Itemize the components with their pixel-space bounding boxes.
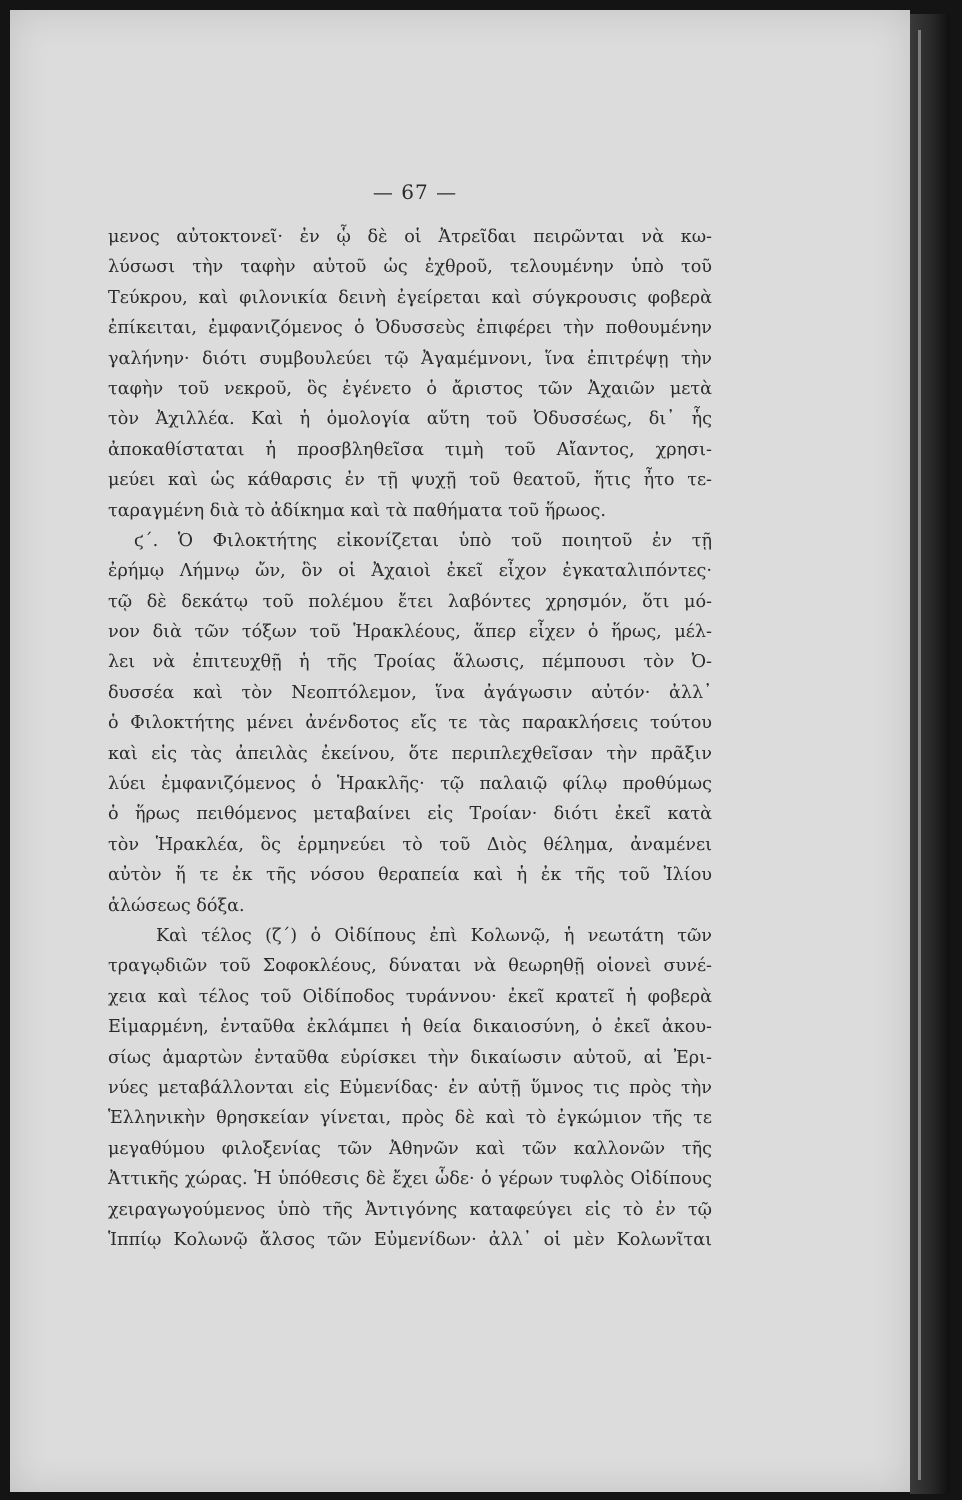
text-line: μενος αὐτοκτονεῖ· ἐν ᾧ δὲ οἱ Ἀτρεῖδαι πειρῶνται νὰ κω- <box>108 227 712 247</box>
text-line: λύει ἐμφανιζόμενος ὁ Ἡρακλῆς· τῷ παλαιῷ φίλῳ προθύμως <box>108 774 712 795</box>
text-line: λει νὰ ἐπιτευχθῇ ἡ τῆς Τροίας ἅλωσις, πέμπουσι τὸν Ὀ- <box>108 652 712 673</box>
text-line: σίως ἁμαρτὼν ἐνταῦθα εὑρίσκει τὴν δικαίωσιν αὐτοῦ, αἱ Ἐρι- <box>108 1047 712 1068</box>
text-line: τὸν Ἀχιλλέα. Καὶ ἡ ὁμολογία αὕτη τοῦ Ὀδυσσέως, δι᾽ ἧς <box>108 409 712 430</box>
text-line: Τεύκρου, καὶ φιλονικία δεινὴ ἐγείρεται καὶ σύγκρουσις φοβερὰ <box>108 287 712 308</box>
text-line: χειραγωγούμενος ὑπὸ τῆς Ἀντιγόνης καταφεύγει εἰς τὸ ἐν τῷ <box>108 1199 712 1220</box>
page-number: — 67 — <box>372 180 458 204</box>
book-spine-edge <box>910 14 950 1494</box>
text-line: Ἑλληνικὴν θρησκείαν γίνεται, πρὸς δὲ καὶ τὸ ἐγκώμιον τῆς τε <box>108 1108 712 1129</box>
text-line: καὶ εἰς τὰς ἀπειλὰς ἐκείνου, ὅτε περιπλεχθεῖσαν τὴν πρᾶξιν <box>108 743 712 764</box>
text-line: μεγαθύμου φιλοξενίας τῶν Ἀθηνῶν καὶ τῶν καλλονῶν τῆς <box>108 1138 712 1159</box>
page-edge-line <box>918 30 921 1480</box>
text-line: τὸν Ἡρακλέα, ὃς ἑρμηνεύει τὸ τοῦ Διὸς θέλημα, ἀναμένει <box>108 834 712 855</box>
text-line: μεύει καὶ ὡς κάθαρσις ἐν τῇ ψυχῇ τοῦ θεατοῦ, ἥτις ἦτο τε- <box>108 470 712 491</box>
text-line: ϛ΄. Ὁ Φιλοκτήτης εἰκονίζεται ὑπὸ τοῦ ποιητοῦ ἐν τῇ <box>134 530 712 551</box>
text-line: ἀποκαθίσταται ἡ προσβληθεῖσα τιμὴ τοῦ Αἴαντος, χρησι- <box>108 439 712 460</box>
text-line: ἐπίκειται, ἐμφανιζόμενος ὁ Ὀδυσσεὺς ἐπιφέρει τὴν ποθουμένην <box>108 318 712 339</box>
text-line: λύσωσι τὴν ταφὴν αὐτοῦ ὡς ἐχθροῦ, τελουμένην ὑπὸ τοῦ <box>108 257 712 278</box>
text-line: τραγῳδιῶν τοῦ Σοφοκλέους, δύναται νὰ θεωρηθῇ οἱονεὶ συνέ- <box>108 956 712 977</box>
text-line: Καὶ τέλος (ζ΄) ὁ Οἰδίπους ἐπὶ Κολωνῷ, ἡ νεωτάτη τῶν <box>156 925 712 946</box>
text-line: αὐτὸν ἥ τε ἐκ τῆς νόσου θεραπεία καὶ ἡ ἐκ τῆς τοῦ Ἰλίου <box>108 865 712 886</box>
text-line: ταραγμένη διὰ τὸ ἀδίκημα καὶ τὰ παθήματα τοῦ ἥρωος. <box>108 500 606 521</box>
text-line: ἐρήμῳ Λήμνῳ ὤν, ὃν οἱ Ἀχαιοὶ ἐκεῖ εἶχον ἐγκαταλιπόντες· <box>108 561 712 582</box>
page-text-block <box>108 180 712 1255</box>
text-line: νύες μεταβάλλονται εἰς Εὐμενίδας· ἐν αὐτῇ ὕμνος τις πρὸς τὴν <box>108 1077 712 1098</box>
text-line: ἁλώσεως δόξα. <box>108 895 245 916</box>
text-line: νον διὰ τῶν τόξων τοῦ Ἡρακλέους, ἅπερ εἶχεν ὁ ἥρως, μέλ- <box>108 622 712 643</box>
text-line: τῷ δὲ δεκάτῳ τοῦ πολέμου ἔτει λαβόντες χρησμόν, ὅτι μό- <box>108 591 712 612</box>
text-line: δυσσέα καὶ τὸν Νεοπτόλεμον, ἵνα ἀγάγωσιν αὐτόν· ἀλλ᾽ <box>108 682 712 703</box>
text-line: ὁ Φιλοκτήτης μένει ἀνένδοτος εἴς τε τὰς παρακλήσεις τούτου <box>108 713 712 734</box>
text-line: χεια καὶ τέλος τοῦ Οἰδίποδος τυράννου· ἐκεῖ κρατεῖ ἡ φοβερὰ <box>108 986 712 1007</box>
text-line: Εἱμαρμένη, ἐνταῦθα ἐκλάμπει ἡ θεία δικαιοσύνη, ὁ ἐκεῖ ἀκου- <box>108 1017 712 1038</box>
text-line: γαλήνην· διότι συμβουλεύει τῷ Ἀγαμέμνονι, ἵνα ἐπιτρέψῃ τὴν <box>108 348 712 369</box>
text-line: Ἱππίῳ Κολωνῷ ἄλσος τῶν Εὐμενίδων· ἀλλ᾽ οἱ μὲν Κολωνῖται <box>108 1229 712 1250</box>
text-line: ταφὴν τοῦ νεκροῦ, ὃς ἐγένετο ὁ ἄριστος τῶν Ἀχαιῶν μετὰ <box>108 378 712 399</box>
text-line: ὁ ἥρως πειθόμενος μεταβαίνει εἰς Τροίαν· διότι ἐκεῖ κατὰ <box>108 804 712 825</box>
text-line: Ἀττικῆς χώρας. Ἡ ὑπόθεσις δὲ ἔχει ὧδε· ὁ γέρων τυφλὸς Οἰδίπους <box>108 1169 712 1190</box>
